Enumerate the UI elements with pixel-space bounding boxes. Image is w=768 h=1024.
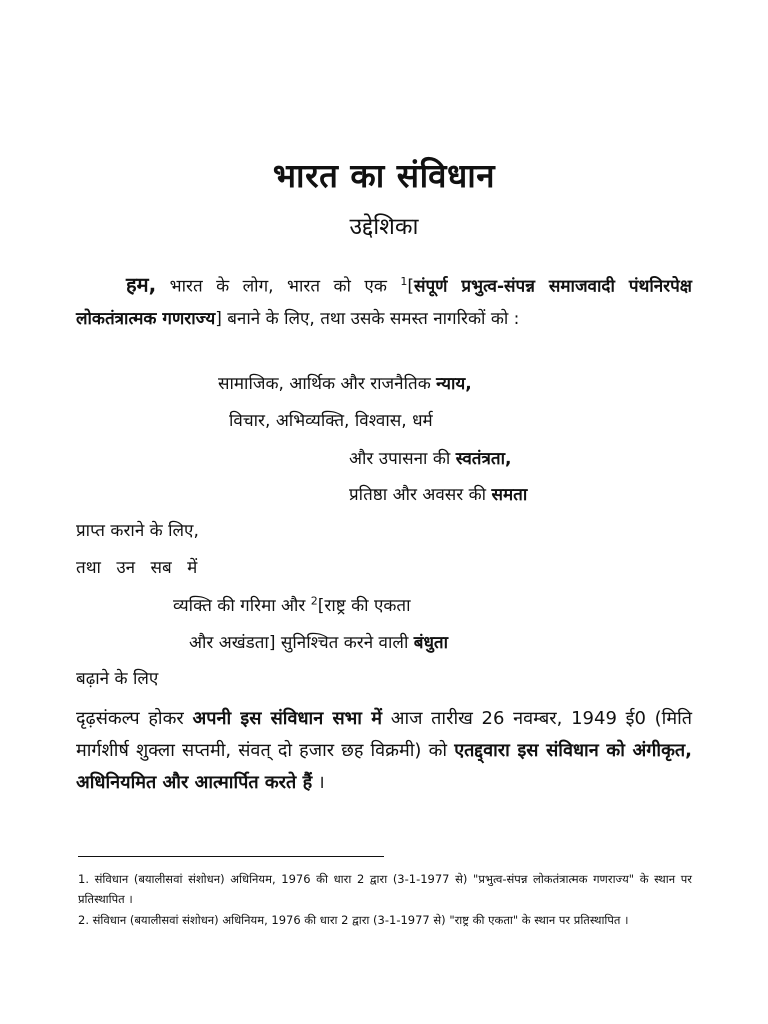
preamble-resolve: [76, 703, 692, 799]
resolve-bold-2: एतद्द्वारा इस संविधान को अंगीकृत, अधिनियमित और आत्मार्पित करते हैं: [76, 740, 692, 793]
footnote-divider: [78, 856, 384, 857]
line-fraternity: [189, 630, 448, 653]
line-liberty: [349, 446, 511, 469]
document-subtitle: उद्देशिका: [349, 214, 419, 240]
document-title: भारत का संविधान: [272, 156, 496, 195]
line-thought: विचार, अभिव्यक्ति, विश्वास, धर्म: [229, 411, 433, 431]
intro-text-2: [: [407, 276, 414, 297]
liberty-text: और उपासना की: [349, 449, 456, 469]
liberty-bold: स्वतंत्रता,: [455, 449, 512, 469]
footnote-1-number: 1.: [78, 872, 89, 886]
intro-text-1: भारत के लोग, भारत को एक: [156, 276, 401, 297]
dignity-rest: [राष्ट्र की एकता: [317, 596, 411, 616]
intro-bold-republic: संपूर्ण प्रभुत्व-संपन्न समाजवादी पंथनिरपेक्ष लोकतंत्रात्मक गणराज्य: [76, 276, 692, 329]
footnote-1-text: संविधान (बयालीसवां संशोधन) अधिनियम, 1976 की धारा 2 द्वारा (3-1-1977 से) "प्रभुत्व-संपन्न लोकतंत्रात्मक गणराज्य" के स्थान पर प्रतिस्थापित ।: [78, 872, 693, 906]
dignity-text: व्यक्ति की गरिमा और: [173, 596, 311, 616]
footnote-1: [78, 869, 692, 909]
line-among: तथा उन सब में: [76, 558, 198, 578]
justice-text: सामाजिक, आर्थिक और राजनैतिक: [218, 374, 437, 394]
footnote-ref-1: 1: [400, 275, 408, 288]
resolve-text-2: आज तारीख 26 नवम्बर, 1949 ई0 (मिति मार्गशीर्ष शुक्ला सप्तमी, संवत् दो हजार छह विक्रमी) को: [76, 708, 693, 761]
resolve-bold-1: अपनी इस संविधान सभा में: [192, 708, 382, 729]
resolve-text-3: ।: [312, 772, 325, 793]
preamble-intro: [76, 266, 692, 335]
line-dignity: [173, 593, 411, 616]
footnote-ref-2: 2: [310, 594, 318, 608]
line-secure: प्राप्त कराने के लिए,: [76, 521, 199, 541]
intro-text-3: ] बनाने के लिए, तथा उसके समस्त नागरिकों को :: [215, 308, 520, 329]
fraternity-text: और अखंडता] सुनिश्चित करने वाली: [189, 633, 414, 653]
line-promote: बढ़ाने के लिए: [76, 669, 159, 689]
footnote-2-text: संविधान (बयालीसवां संशोधन) अधिनियम, 1976 की धारा 2 द्वारा (3-1-1977 से) "राष्ट्र की एकता" के स्थान पर प्रतिस्थापित ।: [92, 913, 629, 927]
fraternity-bold: बंधुता: [413, 633, 449, 653]
justice-bold: न्याय,: [436, 374, 472, 394]
footnote-2: [78, 910, 692, 930]
resolve-text-1: दृढ़संकल्प होकर: [76, 708, 193, 729]
equality-bold: समता: [491, 485, 528, 505]
footnote-2-number: 2.: [78, 913, 89, 927]
line-justice: [218, 371, 472, 394]
line-equality: [349, 482, 527, 505]
intro-hum: हम,: [126, 272, 157, 297]
equality-text: प्रतिष्ठा और अवसर की: [349, 485, 492, 505]
